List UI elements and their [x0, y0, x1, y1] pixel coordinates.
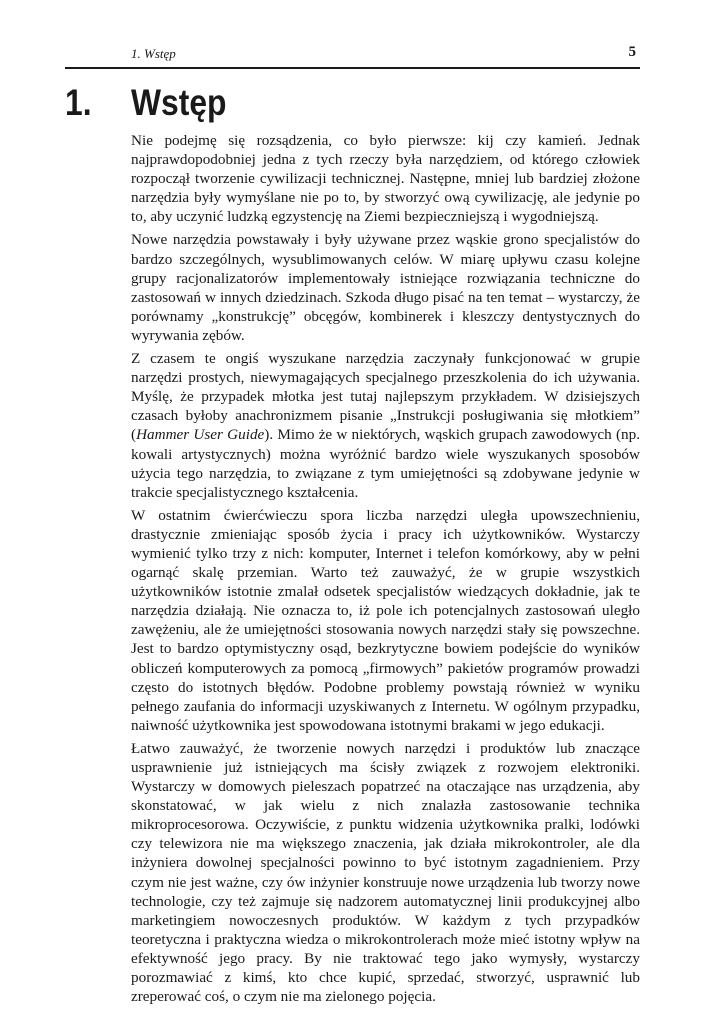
paragraph-text: Z czasem te ongiś wyszukane narzędzia zaczynały funkcjonować w grupie narzędzi prostych, niewymagających specjalnego przeszkolenia do ich używania. Myślę, że przypadek młotka jest tutaj najlepszym przykładem. W dzisiejszych czasach byłoby anachronizmem pisanie „Instrukcji posługiwania się młotkiem” ( [131, 350, 640, 444]
paragraph-text: ). Mimo że w niektórych, wąskich grupach zawodowych (np. kowali artystycznych) można wyróżnić bardzo wiele wyszukanych sposobów użycia tego narzędzia, to związane z tym umiejętności są zdobywane jedynie w trakcie specjalistycznego kształcenia. [131, 426, 640, 501]
running-title: 1. Wstęp [131, 46, 176, 61]
body-text [131, 131, 640, 1010]
chapter-number: 1. [65, 82, 92, 123]
chapter-title: Wstęp [131, 82, 227, 123]
paragraph: Nowe narzędzia powstawały i były używane przez wąskie grono specjalistów do bardzo szczególnych, wysublimowanych celów. W miarę upływu czasu kolejne grupy racjonalizatorów implementowały istniejące rozwiązania techniczne do zastosowań w innych dziedzinach. Szkoda długo pisać na ten temat – wystarczy, że porównamy „konstrukcję” obcęgów, kombinerek i kleszczy dentystycznych do wyrywania zębów. [131, 231, 640, 344]
paragraph [131, 349, 640, 502]
page-number: 5 [628, 44, 636, 60]
paragraph: Łatwo zauważyć, że tworzenie nowych narzędzi i produktów lub znaczące usprawnienie już istniejących ma ścisły związek z rozwojem elektroniki. Wystarczy w domowych pieleszach popatrzeć na otaczające nas urządzenia, aby skonstatować, w jak wielu z nich znalazła zastosowanie technika mikroprocesorowa. Oczywiście, z punktu widzenia użytkownika pralki, lodówki czy telewizora nie ma większego znaczenia, jak działa mikrokontroler, ale dla inżyniera dowolnej specjalności powinno to być istotnym zagadnieniem. Przy czym nie jest ważne, czy ów inżynier konstruuje nowe urządzenia lub tworzy nowe technologie, czy też zajmuje się nadzorem automatycznej linii produkcyjnej albo marketingiem nowoczesnych produktów. W każdym z tych przypadków teoretyczna i praktyczna wiedza o mikrokontrolerach może mieć istotny wpływ na efektywność jego pracy. By nie traktować tego jako wymysły, wystarczy porozmawiać z kimś, kto chce kupić, sprzedać, stworzyć, usprawnić lub zreperować coś, o czym nie ma zielonego pojęcia. [131, 739, 640, 1006]
paragraph: Nie podejmę się rozsądzenia, co było pierwsze: kij czy kamień. Jednak najprawdopodobniej jedna z tych rzeczy była narzędziem, od którego człowiek rozpoczął tworzenie cywilizacji technicznej. Następne, mniej lub bardziej złożone narzędzia były wymyślane nie po to, by stworzyć ową cywilizację, ale jedynie po to, aby uczynić ludzką egzystencję na Ziemi bezpieczniejszą i wygodniejszą. [131, 132, 640, 226]
header-rule [65, 67, 640, 69]
book-title-italic: Hammer User Guide [136, 426, 265, 444]
running-header [131, 46, 640, 64]
paragraph: W ostatnim ćwierćwieczu spora liczba narzędzi uległa upowszechnieniu, drastycznie zmieniając sposób życia i pracy ich użytkowników. Wystarczy wymienić tylko trzy z nich: komputer, Internet i telefon komórkowy, aby w pełni ogarnąć skalę przemian. Warto też zauważyć, że w grupie wszystkich użytkowników istotnie zmalał odsetek specjalistów wiedzących dokładnie, jak te narzędzia działają. Nie oznacza to, iż pole ich potencjalnych zastosowań uległo zawężeniu, ale że umiejętności stosowania nowych narzędzi stały się powszechne. Jest to bardzo optymistyczny osąd, bezkrytyczne bowiem podejście do wyników obliczeń komputerowych za pomocą „firmowych” pakietów programów prowadzi często do istotnych błędów. Podobne problemy powstają również w wyniku pełnego zaufania do informacji uzyskiwanych z Internetu. W ogólnym przypadku, naiwność użytkownika jest spowodowana istotnymi brakami w jego edukacji. [131, 506, 640, 734]
